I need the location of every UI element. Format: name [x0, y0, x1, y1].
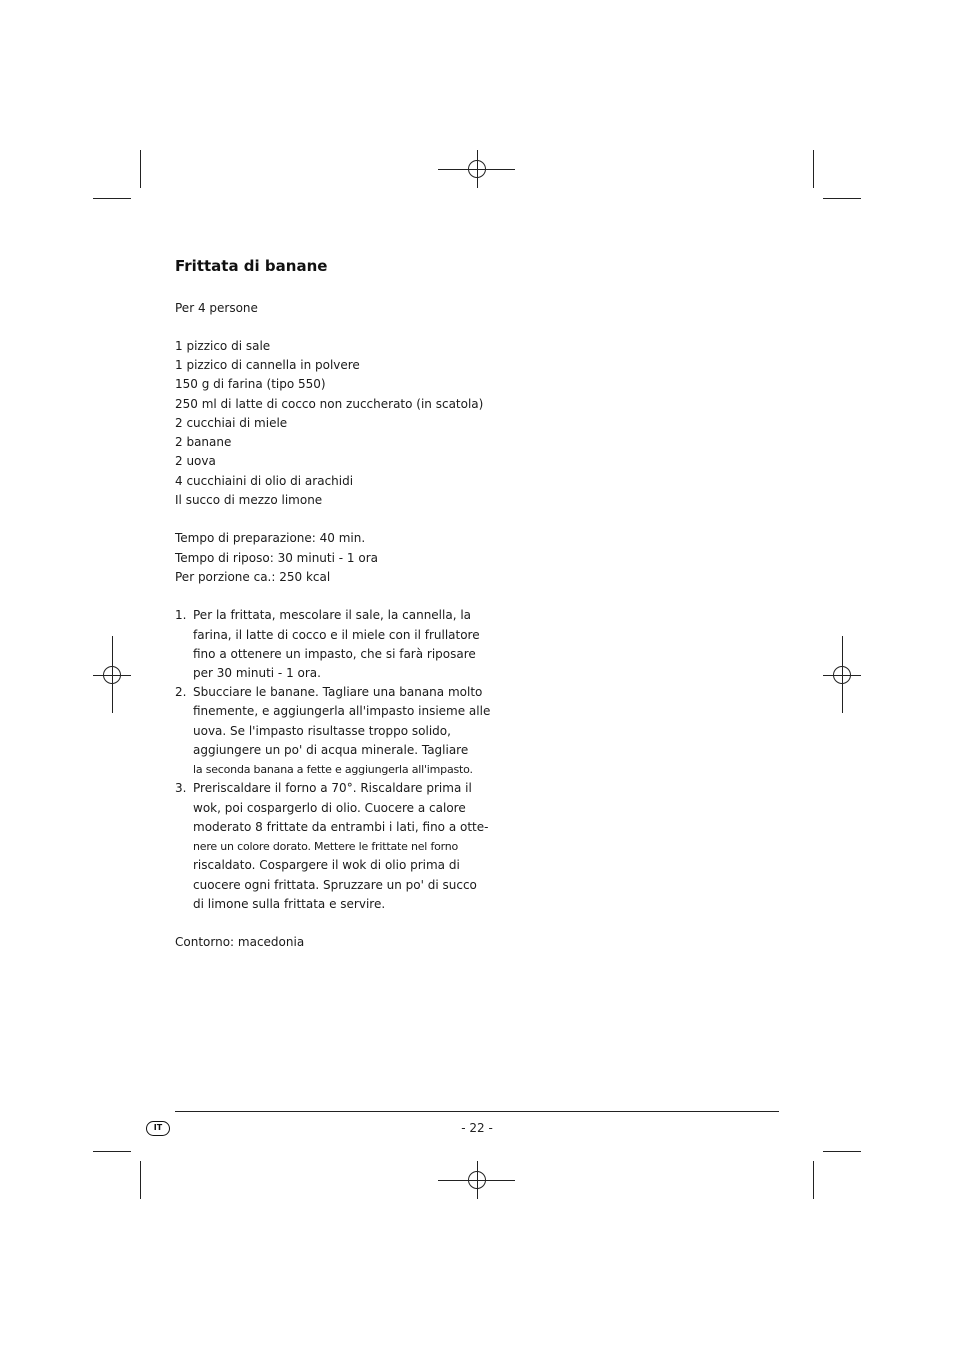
step-line: aggiungere un po' di acqua minerale. Tagliare: [193, 743, 469, 757]
step-line: per 30 minuti - 1 ora.: [193, 666, 321, 680]
prep-time: Tempo di preparazione: 40 min.: [175, 531, 366, 545]
servings-text: Per 4 persone: [175, 301, 258, 315]
ingredient-item: 250 ml di latte di cocco non zuccherato (in scatola): [175, 397, 484, 411]
ingredient-item: 2 uova: [175, 454, 216, 468]
step-line: Sbucciare le banane. Tagliare una banana molto: [193, 685, 483, 699]
step-line: fino a ottenere un impasto, che si farà riposare: [193, 647, 476, 661]
calories: Per porzione ca.: 250 kcal: [175, 570, 331, 584]
ingredient-item: 2 cucchiai di miele: [175, 416, 288, 430]
step-line: farina, il latte di cocco e il miele con il frullatore: [193, 628, 480, 642]
step-line: Per la frittata, mescolare il sale, la cannella, la: [193, 608, 472, 622]
ingredient-item: 2 banane: [175, 435, 232, 449]
step-line: uova. Se l'impasto risultasse troppo solido,: [193, 724, 451, 738]
step-line: cuocere ogni frittata. Spruzzare un po' di succo: [193, 878, 477, 892]
step-line: di limone sulla frittata e servire.: [193, 897, 386, 911]
step-number: 2.: [175, 685, 187, 699]
recipe-title: Frittata di banane: [175, 257, 328, 275]
rest-time: Tempo di riposo: 30 minuti - 1 ora: [175, 551, 378, 565]
side-dish: Contorno: macedonia: [175, 935, 305, 949]
step-line: la seconda banana a fette e aggiungerla all'impasto.: [193, 763, 473, 776]
page-number: - 22 -: [461, 1121, 493, 1135]
step-line: moderato 8 frittate da entrambi i lati, fino a otte-: [193, 820, 489, 834]
step-line: riscaldato. Cospargere il wok di olio prima di: [193, 858, 460, 872]
ingredient-item: 4 cucchiaini di olio di arachidi: [175, 474, 354, 488]
language-badge: IT: [146, 1121, 170, 1136]
step-number: 1.: [175, 608, 187, 622]
ingredient-item: 1 pizzico di sale: [175, 339, 271, 353]
footer-divider: [175, 1111, 779, 1112]
step-line: Preriscaldare il forno a 70°. Riscaldare prima il: [193, 781, 472, 795]
step-line: wok, poi cospargerlo di olio. Cuocere a calore: [193, 801, 466, 815]
ingredient-item: 150 g di farina (tipo 550): [175, 377, 326, 391]
ingredient-item: 1 pizzico di cannella in polvere: [175, 358, 360, 372]
step-line: nere un colore dorato. Mettere le frittate nel forno: [193, 840, 459, 853]
step-number: 3.: [175, 781, 187, 795]
ingredient-item: Il succo di mezzo limone: [175, 493, 323, 507]
step-line: finemente, e aggiungerla all'impasto insieme alle: [193, 704, 491, 718]
